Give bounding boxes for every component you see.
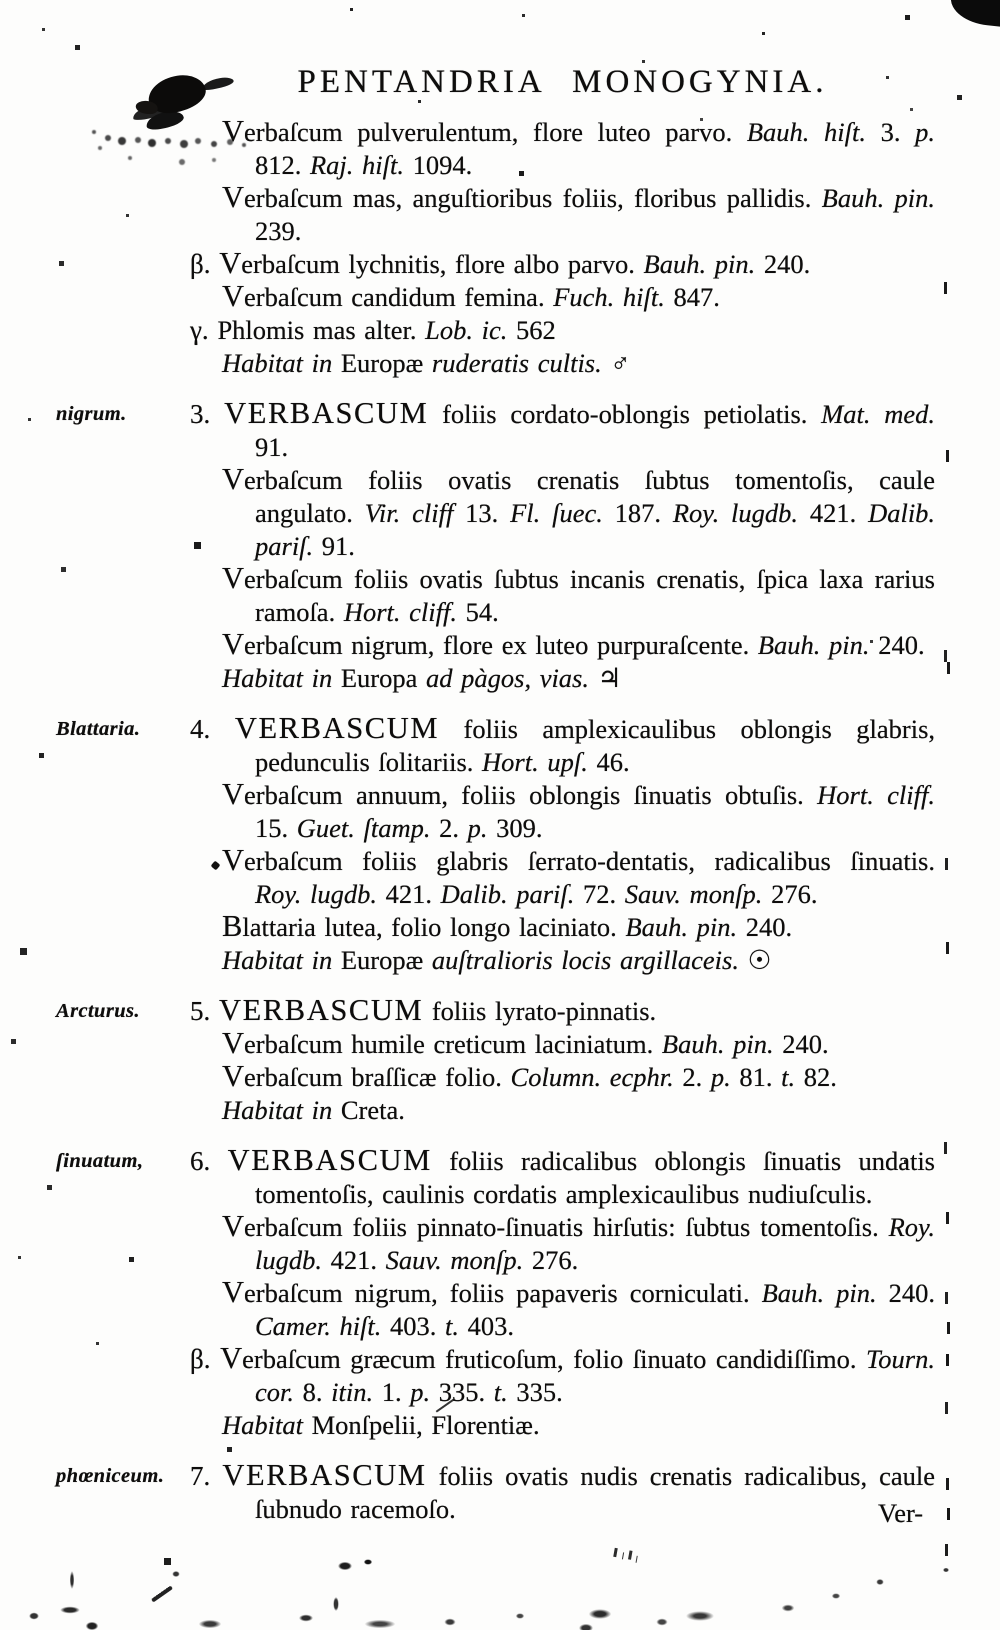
body-text: erbaſcum lychnitis, flore albo parvo. [241,249,644,279]
synonym-line [190,314,935,347]
lead-initial: V [219,246,242,280]
citation-text: Hort. upſ. [482,747,588,777]
body-text: foliis ovatis nudis crenatis radicalibus, caule ſubnudo racemoſo. [255,1461,935,1524]
body-text: 187. [602,498,673,528]
synonym-line [190,1028,935,1061]
citation-text: Habitat [222,1410,303,1440]
lead-initial: V [222,561,245,595]
citation-text: Bauh. pin. [625,912,738,942]
body-text: erbaſcum candidum femina. [244,282,554,312]
body-text: foliis amplexicaulibus oblongis glabris, pedunculis ſolitariis. [255,714,936,777]
citation-text: Tourn. cor. [255,1344,935,1407]
synonym-line [190,629,935,662]
body-text: 2. [673,1062,711,1092]
citation-text: Habitat in [222,945,333,975]
citation-text: p. [410,1377,431,1407]
body-text: erbaſcum annuum, foliis oblongis ſinuatis obtuſis. [244,780,818,810]
synonym-line [190,1343,935,1409]
body-text: 91. [255,432,289,462]
lead-initial: V [222,777,245,811]
synonym-line [190,911,935,944]
citation-text: Bauh. pin. [643,249,756,279]
species-entry [56,396,936,695]
text-block [56,114,936,1544]
synonym-line [190,281,935,314]
genus-name: VERBASCUM [234,711,440,745]
variety-letter: γ. [190,315,218,345]
citation-text: p. [467,813,488,843]
lead-initial: V [222,1026,245,1060]
synonym-line [190,779,935,845]
citation-text: t. [781,1062,796,1092]
body-text: 54. [456,597,499,627]
habitat-line [190,1094,935,1127]
body-text: 81. [730,1062,782,1092]
species-diagnosis [190,1145,935,1211]
species-diagnosis [190,398,935,464]
citation-text: Dalib. pariſ. [255,498,936,561]
citation-text: t. [493,1377,508,1407]
body-text: erbaſcum mas, anguſtioribus foliis, floribus pallidis. [244,183,822,213]
body-text: 240. [773,1029,829,1059]
body-text: 72. [574,879,625,909]
page-title: PENTANDRIA MONOGYNIA. [297,64,828,100]
body-text: erbaſcum nigrum, flore ex luteo purpuraſcente. [244,630,758,660]
body-text: 3. [866,117,916,147]
binding-bleed-marks [944,282,947,294]
synonym-line [190,1211,935,1277]
citation-text: Fl. ſuec. [510,498,603,528]
body-text: Europæ [332,348,432,378]
synonym-line [190,464,935,563]
body-text: 240. [755,249,811,279]
body-text: erbaſcum humile creticum laciniatum. [244,1029,662,1059]
body-text: erbaſcum braſſicæ folio. [244,1062,511,1092]
citation-text: Bauh. hiſt. [746,117,867,147]
species-number: 4. [190,714,235,744]
synonym-line [190,1061,935,1094]
body-text: 82. [795,1062,837,1092]
body-text: 847. [664,282,720,312]
body-text: 421. [376,879,441,909]
synonym-line [190,563,935,629]
body-text: 276. [762,879,818,909]
habitat-line [190,347,935,380]
citation-text: Guet. ſtamp. [296,813,431,843]
species-number: 6. [190,1146,228,1176]
body-text: Europa [332,663,426,693]
variety-letter: β. [190,249,220,279]
margin-species-name: phœniceum. [56,1465,165,1487]
citation-text: Bauh. pin. [761,1278,877,1308]
species-diagnosis [190,713,935,779]
body-text: Europæ [332,945,432,975]
citation-text: Bauh. pin. [661,1029,774,1059]
lead-initial: V [222,462,245,496]
species-entry [56,1458,935,1526]
body-text: 403. [381,1311,446,1341]
body-text: Monſpelii, Florentiæ. [302,1410,540,1440]
citation-text: Bauh. pin. [821,183,935,213]
body-text: Phlomis mas alter. [217,315,426,345]
body-text: 1. [373,1377,411,1407]
citation-text: Sauv. monſp. [385,1245,524,1275]
corner-stain [948,0,1000,27]
species-diagnosis [190,995,935,1028]
catchword: Ver- [878,1498,924,1528]
species-number: 7. [190,1461,223,1491]
lead-initial: B [222,909,243,943]
species-entry [56,993,935,1127]
body-text: erbaſcum foliis ovatis ſubtus incanis crenatis, ſpica laxa rarius ramoſa. [244,564,935,627]
margin-species-name: ſinuatum, [56,1150,144,1172]
body-text: 91. [313,531,355,561]
body-text: 335. [507,1377,563,1407]
lead-initial: V [222,114,245,148]
body-text: 403. [459,1311,515,1341]
body-text: 812. [255,150,310,180]
variety-letter: β. [190,1344,221,1374]
body-text: 421. [322,1245,386,1275]
body-text: 309. [487,813,543,843]
species-number: 3. [190,399,225,429]
citation-text: Mat. med. [821,399,936,429]
synonym-line [190,116,935,182]
citation-text: Habitat in [222,663,333,693]
body-text: 2. [430,813,468,843]
body-text: ♃ [589,663,622,693]
habitat-line [190,1409,935,1442]
body-text: foliis radicalibus oblongis ſinuatis undatis tomentoſis, caulinis cordatis amplexicaulibus nudiuſculis. [255,1146,935,1209]
body-text: 240. [876,1278,935,1308]
synonym-line [190,1277,935,1343]
citation-text: Habitat in [222,348,333,378]
margin-smudge [92,130,96,134]
lead-initial: V [222,1275,245,1309]
citation-text: itin. [331,1377,374,1407]
margin-species-name: Arcturus. [56,1000,140,1022]
body-text: erbaſcum foliis glabris ſerrato-dentatis, radicalibus ſinuatis. [244,846,935,876]
genus-name: VERBASCUM [219,993,424,1027]
citation-text: Hort. cliff. [343,597,457,627]
species-number: 5. [190,996,219,1026]
body-text: 240. [737,912,793,942]
species-entry [56,1143,935,1442]
citation-text: Bauh. pin. [757,630,870,660]
citation-text: Sauv. monſp. [624,879,763,909]
species-entry [190,116,935,380]
body-text: erbaſcum nigrum, foliis papaveris corniculati. [244,1278,762,1308]
margin-species-name: Blattaria. [56,718,141,740]
genus-name: VERBASCUM [222,1458,427,1492]
lead-initial: V [222,1209,245,1243]
body-text: 8. [294,1377,332,1407]
body-text: Creta. [332,1095,405,1125]
body-text: 239. [255,216,302,246]
lead-initial: V [222,843,245,877]
scan-speckles [0,0,3,3]
lead-initial: V [222,180,245,214]
citation-text: p. [710,1062,731,1092]
lead-initial: V [220,1341,243,1375]
citation-text: Dalib. pariſ. [440,879,575,909]
citation-text: Vir. cliff [364,498,454,528]
habitat-line [190,662,935,695]
citation-text: Camer. hiſt. [255,1311,382,1341]
citation-text: auſtralioris locis argillaceis. [431,945,739,975]
synonym-line [190,248,935,281]
citation-text: Fuch. hiſt. [553,282,665,312]
synonym-line [190,182,935,248]
body-text: 1094. [404,150,473,180]
margin-species-name: nigrum. [56,403,127,425]
citation-text: ad pàgos, vias. [426,663,589,693]
bottom-scan-noise [0,1552,1000,1630]
lead-initial: V [222,279,245,313]
lead-initial: V [222,1059,245,1093]
citation-text: ruderatis cultis. [431,348,602,378]
body-text: erbaſcum foliis ovatis crenatis ſubtus tomentoſis, caule angulato. [244,465,935,528]
synonym-line [190,845,935,911]
citation-text: Habitat in [222,1095,333,1125]
lead-initial: V [222,627,245,661]
citation-text: Roy. lugdb. [672,498,799,528]
genus-name: VERBASCUM [224,396,429,430]
body-text: erbaſcum pulverulentum, flore luteo parvo. [244,117,747,147]
citation-text: Column. ecphr. [510,1062,674,1092]
body-text: erbaſcum foliis pinnato-ſinuatis hirſutis: ſubtus tomentoſis. [244,1212,889,1242]
body-text: 276. [523,1245,579,1275]
body-text: 15. [255,813,297,843]
citation-text: p. [915,117,936,147]
body-text: 46. [587,747,630,777]
body-text: 240. [869,630,925,660]
habitat-line [190,944,935,977]
body-text: 335. [430,1377,494,1407]
citation-text: Roy. lugdb. [255,1212,935,1275]
body-text: ♂ [601,348,631,378]
body-text: foliis cordato-oblongis petiolatis. [428,399,822,429]
citation-text: Lob. ic. [425,315,508,345]
citation-text: Roy. lugdb. [255,879,377,909]
genus-name: VERBASCUM [227,1143,432,1177]
body-text: 562 [507,315,556,345]
body-text: 421. [798,498,869,528]
citation-text: Raj. hiſt. [310,150,405,180]
citation-text: Hort. cliff. [817,780,935,810]
body-text: erbaſcum græcum fruticoſum, folio ſinuato candidiſſimo. [242,1344,866,1374]
species-diagnosis [190,1460,935,1526]
body-text: 13. [453,498,511,528]
body-text: ☉ [738,945,772,975]
species-entry [56,711,936,977]
body-text: foliis lyrato-pinnatis. [423,996,657,1026]
citation-text: t. [445,1311,460,1341]
body-text: lattaria lutea, folio longo laciniato. [242,912,626,942]
